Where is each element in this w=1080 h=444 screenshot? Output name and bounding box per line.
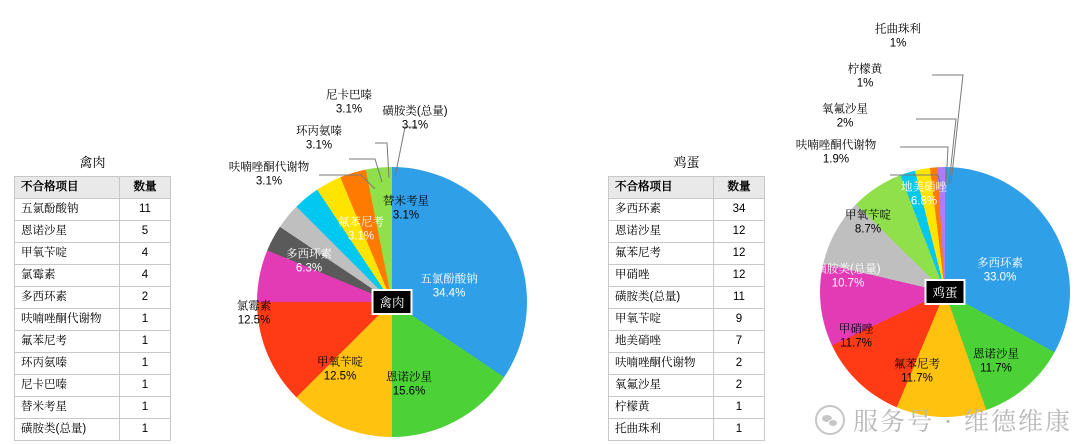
cell-item: 氟苯尼考	[609, 243, 714, 265]
cell-count: 12	[714, 265, 765, 287]
cell-count: 1	[120, 397, 171, 419]
slice-name: 环丙氨嗪	[296, 125, 342, 138]
slice-name: 甲氧苄啶	[845, 209, 891, 222]
table-row	[15, 199, 171, 221]
table-header-item: 不合格项目	[15, 177, 120, 199]
poultry-slice-label-0	[420, 273, 478, 302]
cell-item: 磺胺类(总量)	[609, 287, 714, 309]
poultry-table-title: 禽肉	[79, 155, 106, 170]
slice-percent: 8.7%	[854, 224, 882, 236]
table-row	[609, 419, 765, 441]
cell-item: 环丙氨嗪	[15, 353, 120, 375]
slice-name: 甲氧苄啶	[317, 356, 363, 369]
table-row	[15, 287, 171, 309]
slice-name: 多西环素	[977, 257, 1023, 270]
table-row	[15, 309, 171, 331]
slice-percent: 6.8%	[910, 196, 938, 208]
cell-item: 氟苯尼考	[15, 331, 120, 353]
cell-item: 氧氟沙星	[609, 375, 714, 397]
table-row	[609, 287, 765, 309]
slice-name: 呋喃唑酮代谢物	[795, 139, 877, 152]
cell-item: 甲硝唑	[609, 265, 714, 287]
table-header-count: 数量	[120, 177, 171, 199]
poultry-slice-label-5	[229, 161, 310, 190]
watermark-text: 服务号 · 维德维康	[853, 407, 1072, 436]
cell-count: 34	[714, 199, 765, 221]
cell-count: 1	[120, 331, 171, 353]
cell-item: 甲氧苄啶	[609, 309, 714, 331]
table-row	[15, 419, 171, 441]
table-row	[15, 221, 171, 243]
table-row	[609, 397, 765, 419]
poultry-pie-chart	[228, 89, 527, 437]
egg-table	[608, 176, 765, 441]
poultry-slice-label-1	[386, 371, 432, 400]
egg-slice-label-4	[815, 263, 880, 292]
slice-percent: 12.5%	[323, 371, 357, 383]
cell-item: 柠檬黄	[609, 397, 714, 419]
slice-name: 磺胺类(总量)	[815, 263, 881, 276]
slice-percent: 3.1%	[305, 140, 333, 152]
table-header-row	[15, 177, 171, 199]
egg-table-title: 鸡蛋	[673, 155, 700, 170]
cell-count: 4	[120, 265, 171, 287]
table-row	[609, 265, 765, 287]
cell-count: 12	[714, 221, 765, 243]
slice-name: 尼卡巴嗪	[326, 89, 372, 102]
poultry-slice-label-4	[286, 248, 332, 277]
table-row	[609, 221, 765, 243]
cell-count: 5	[120, 221, 171, 243]
slice-percent: 3.1%	[392, 210, 420, 222]
table-row	[609, 309, 765, 331]
table-row	[15, 397, 171, 419]
slice-percent: 15.6%	[392, 386, 426, 398]
watermark	[815, 402, 1072, 438]
table-row	[609, 353, 765, 375]
table-row	[15, 375, 171, 397]
slice-name: 地美硝唑	[901, 181, 947, 194]
table-header-item: 不合格项目	[609, 177, 714, 199]
cell-item: 恩诺沙星	[609, 221, 714, 243]
slice-percent: 10.7%	[831, 278, 865, 290]
table-row	[15, 353, 171, 375]
cell-count: 1	[714, 397, 765, 419]
poultry-slice-label-8	[326, 89, 372, 118]
table-row	[15, 265, 171, 287]
egg-slice-label-10	[875, 23, 921, 52]
egg-slice-label-1	[973, 348, 1019, 377]
slice-name: 柠檬黄	[847, 63, 883, 76]
poultry-slice-label-2	[317, 356, 363, 385]
cell-item: 替米考星	[15, 397, 120, 419]
slice-percent: 12.5%	[237, 315, 271, 327]
slice-percent: 11.7%	[840, 338, 872, 350]
table-row	[609, 243, 765, 265]
poultry-center-label: 禽肉	[371, 289, 412, 315]
egg-slice-label-0	[977, 257, 1023, 286]
egg-slice-label-5	[845, 209, 891, 238]
cell-count: 1	[120, 375, 171, 397]
egg-slice-label-7	[796, 139, 877, 168]
cell-count: 2	[714, 353, 765, 375]
cell-count: 1	[120, 353, 171, 375]
slice-name: 氧氟沙星	[822, 103, 868, 116]
cell-count: 11	[120, 199, 171, 221]
table-row	[609, 199, 765, 221]
poultry-slice-label-6	[338, 216, 384, 245]
slice-percent: 1%	[856, 78, 874, 90]
slice-percent: 3.1%	[335, 104, 363, 116]
poultry-slice-label-3	[237, 300, 272, 329]
cell-item: 尼卡巴嗪	[15, 375, 120, 397]
slice-percent: 2%	[836, 118, 854, 130]
table-row	[609, 375, 765, 397]
poultry-slice-label-9	[383, 195, 429, 224]
cell-count: 2	[714, 375, 765, 397]
cell-item: 呋喃唑酮代谢物	[609, 353, 714, 375]
cell-item: 呋喃唑酮代谢物	[15, 309, 120, 331]
cell-count: 7	[714, 331, 765, 353]
slice-percent: 3.1%	[401, 120, 429, 132]
cell-item: 托曲珠利	[609, 419, 714, 441]
cell-count: 4	[120, 243, 171, 265]
egg-panel	[540, 0, 1080, 444]
cell-count: 2	[120, 287, 171, 309]
cell-item: 地美硝唑	[609, 331, 714, 353]
egg-table-wrap	[608, 152, 765, 441]
table-row	[15, 243, 171, 265]
cell-count: 1	[120, 309, 171, 331]
cell-item: 氯霉素	[15, 265, 120, 287]
table-header-row	[609, 177, 765, 199]
cell-count: 1	[714, 419, 765, 441]
egg-center-label: 鸡蛋	[924, 279, 965, 305]
cell-count: 1	[120, 419, 171, 441]
egg-pie-chart	[795, 23, 1070, 417]
slice-name: 磺胺类(总量)	[382, 105, 448, 118]
slice-name: 恩诺沙星	[386, 371, 432, 384]
slice-name: 甲硝唑	[838, 323, 874, 336]
egg-slice-label-6	[901, 181, 947, 210]
cell-count: 11	[714, 287, 765, 309]
wechat-icon	[815, 405, 845, 435]
slice-name: 托曲珠利	[875, 23, 921, 36]
table-header-count: 数量	[714, 177, 765, 199]
slice-percent: 11.7%	[980, 363, 1012, 375]
cell-item: 恩诺沙星	[15, 221, 120, 243]
cell-count: 12	[714, 243, 765, 265]
egg-slice-label-8	[822, 103, 868, 132]
slice-name: 呋喃唑酮代谢物	[228, 161, 310, 174]
slice-percent: 1%	[889, 38, 907, 50]
slice-percent: 6.3%	[295, 263, 323, 275]
cell-count: 9	[714, 309, 765, 331]
slice-percent: 3.1%	[347, 231, 375, 243]
poultry-slice-label-7	[296, 125, 342, 154]
cell-item: 磺胺类(总量)	[15, 419, 120, 441]
table-row	[609, 331, 765, 353]
slice-percent: 11.7%	[901, 373, 933, 385]
slice-name: 氯霉素	[236, 300, 272, 313]
egg-slice-label-3	[839, 323, 874, 352]
slice-percent: 33.0%	[983, 272, 1017, 284]
egg-slice-label-9	[848, 63, 883, 92]
slice-name: 替米考星	[383, 195, 429, 208]
slice-percent: 34.4%	[432, 288, 466, 300]
slice-name: 氟苯尼考	[338, 216, 384, 229]
slice-percent: 3.1%	[255, 176, 283, 188]
egg-slice-label-2	[894, 358, 940, 387]
slice-name: 五氯酚酸钠	[420, 273, 478, 286]
cell-item: 五氯酚酸钠	[15, 199, 120, 221]
cell-item: 甲氧苄啶	[15, 243, 120, 265]
table-row	[15, 331, 171, 353]
slice-name: 多西环素	[286, 248, 332, 261]
cell-item: 多西环素	[15, 287, 120, 309]
slice-percent: 1.9%	[822, 154, 850, 166]
cell-item: 多西环素	[609, 199, 714, 221]
poultry-table	[14, 176, 171, 441]
slice-name: 氟苯尼考	[894, 358, 940, 371]
poultry-slice-label-10	[382, 105, 447, 134]
poultry-table-wrap	[14, 152, 171, 441]
slice-name: 恩诺沙星	[973, 348, 1019, 361]
